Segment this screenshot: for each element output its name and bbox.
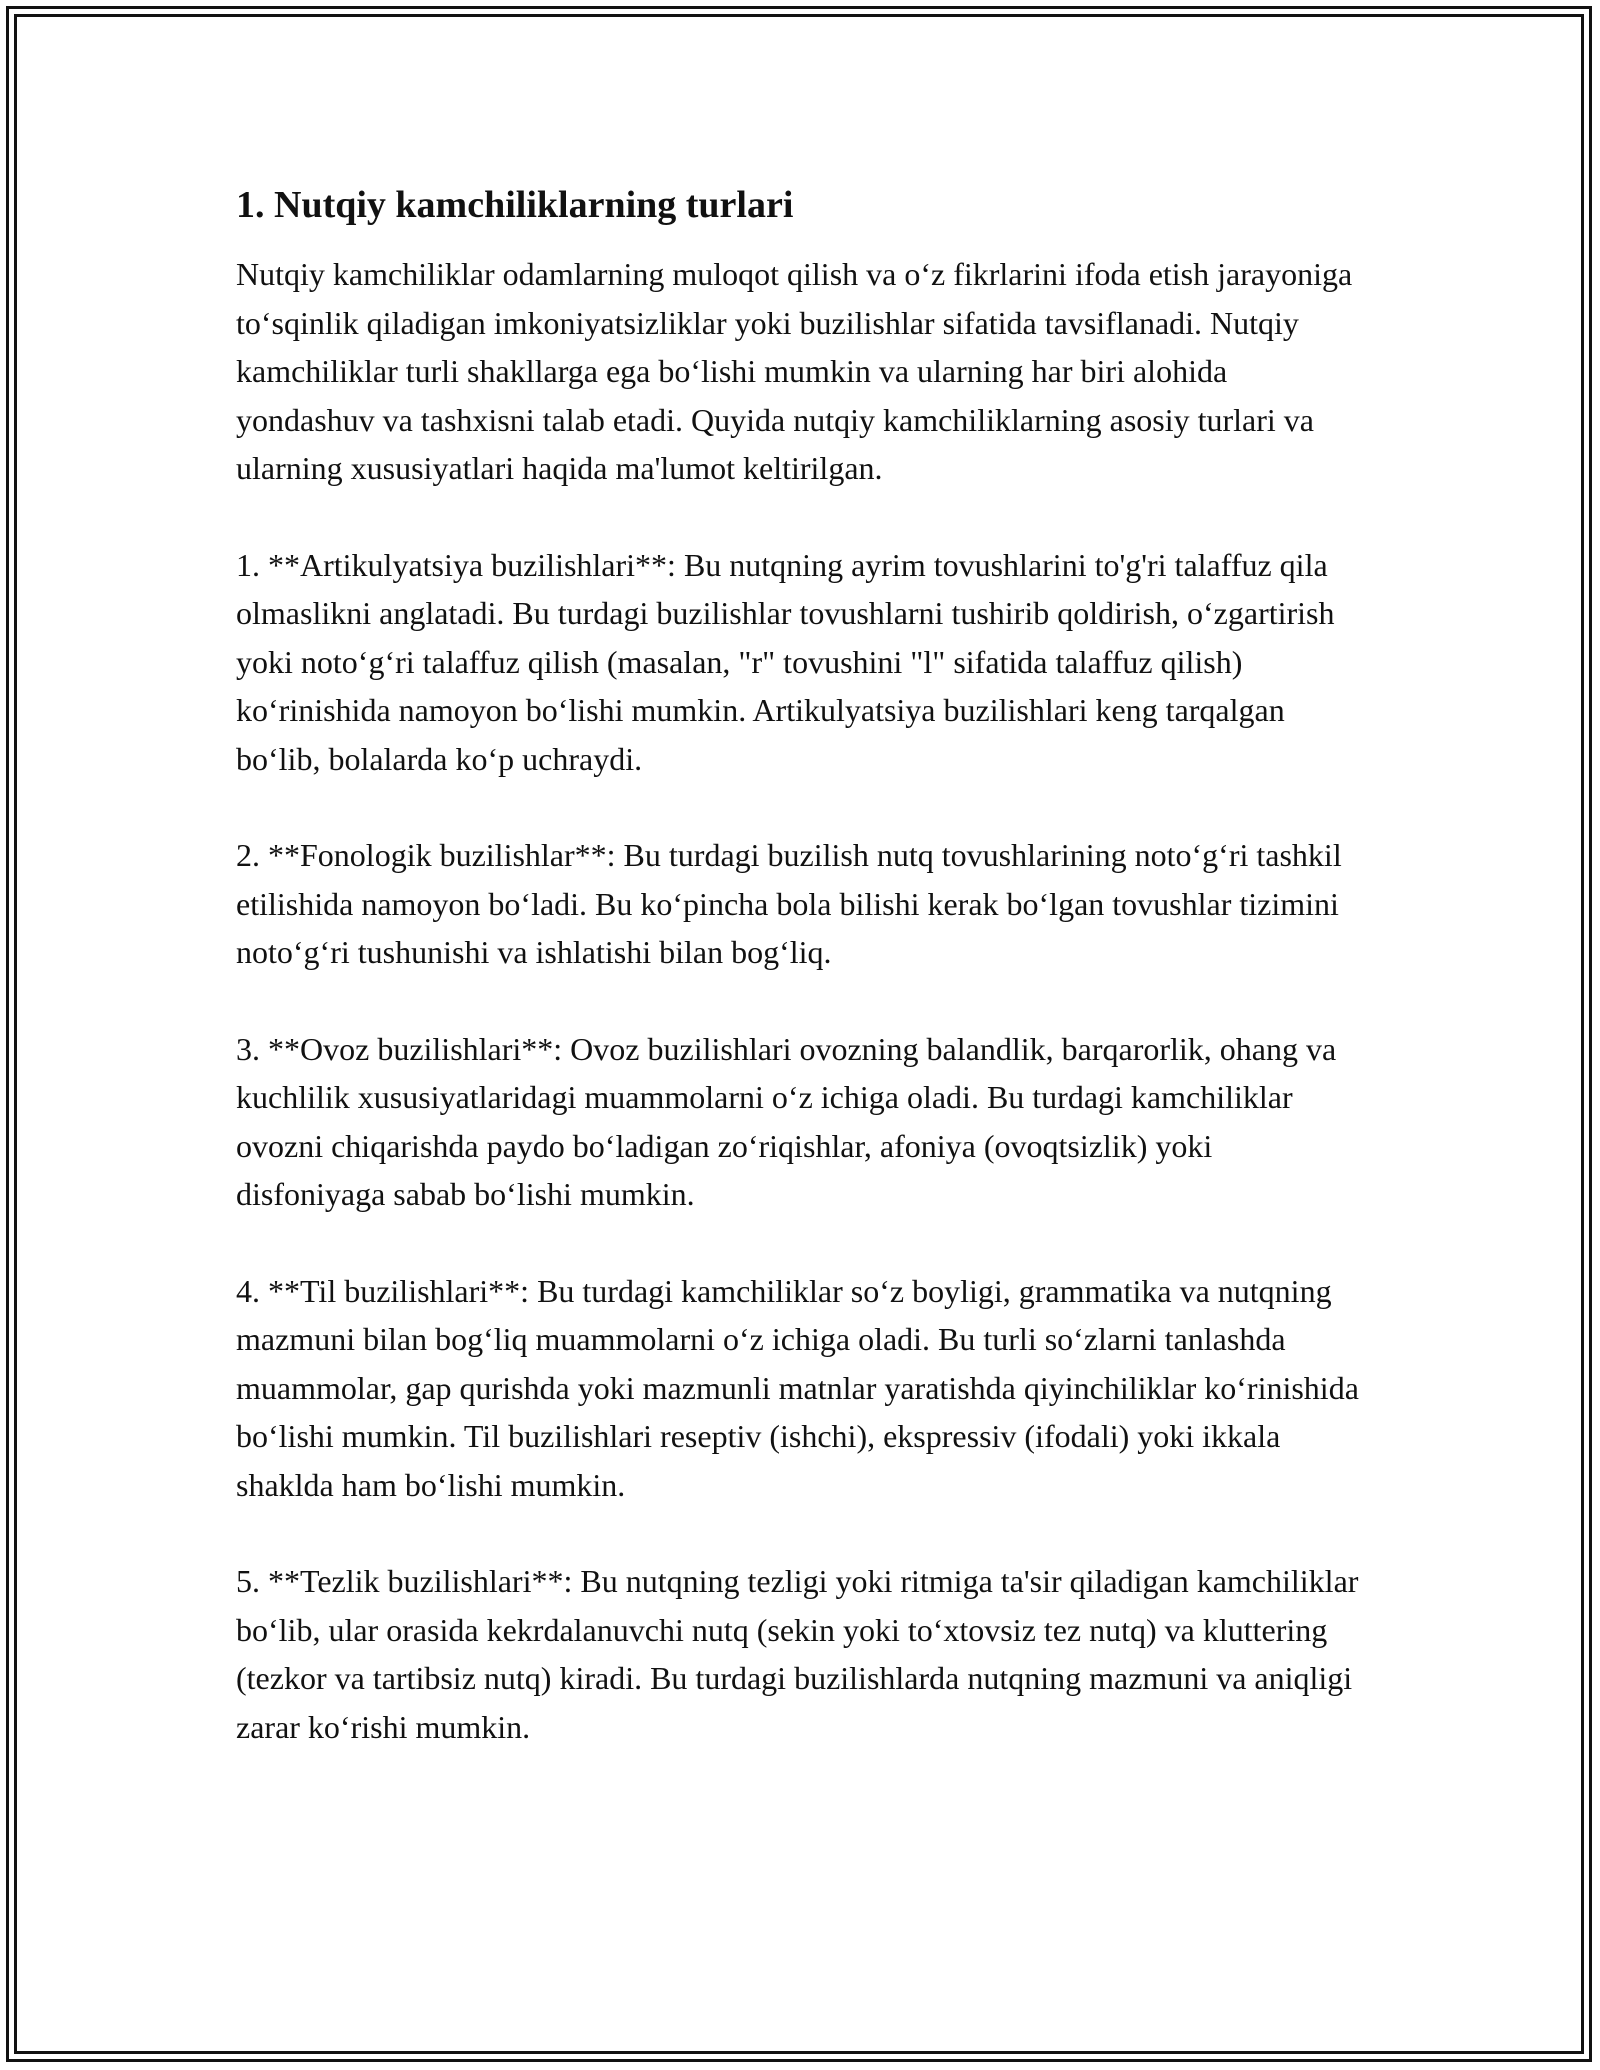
paragraph-articulation-disorders: 1. **Artikulyatsiya buzilishlari**: Bu nutqning ayrim tovushlarini to'g'ri talaffuz qila olmaslikni anglatadi. Bu turdagi buzilishlar tovushlarni tushirib qoldirish, o‘zgartirish yoki noto‘g‘ri talaffuz qilish (masalan, "r" tovushini "l" sifatida talaffuz qilish) ko‘rinishida namoyon bo‘lishi mumkin. Artikulyatsiya buzilishlari keng tarqalgan bo‘lib, bolalarda ko‘p uchraydi.: [236, 546, 1335, 777]
paragraph-language-disorders: 4. **Til buzilishlari**: Bu turdagi kamchiliklar so‘z boyligi, grammatika va nutqning mazmuni bilan bog‘liq muammolarni o‘z ichiga oladi. Bu turli so‘zlarni tanlashda muammolar, gap qurishda yoki mazmunli matnlar yaratishda qiyinchiliklar ko‘rinishida bo‘lishi mumkin. Til buzilishlari reseptiv (ishchi), ekspressiv (ifodali) yoki ikkala shaklda ham bo‘lishi mumkin.: [236, 1272, 1359, 1503]
document-body: [236, 180, 1366, 1799]
intro-paragraph: Nutqiy kamchiliklar odamlarning muloqot qilish va o‘z fikrlarini ifoda etish jarayoniga to‘sqinlik qiladigan imkoniyatsizliklar yoki buzilishlar sifatida tavsiflanadi. Nutqiy kamchiliklar turli shakllarga ega bo‘lishi mumkin va ularning har biri alohida yondashuv va tashxisni talab etadi. Quyida nutqiy kamchiliklarning asosiy turlari va ularning xususiyatlari haqida ma'lumot keltirilgan.: [236, 256, 1353, 486]
paragraph-fluency-disorders: 5. **Tezlik buzilishlari**: Bu nutqning tezligi yoki ritmiga ta'sir qiladigan kamchiliklar bo‘lib, ular orasida kekrdalanuvchi nutq (sekin yoki to‘xtovsiz tez nutq) va kluttering (tezkor va tartibsiz nutq) kiradi. Bu turdagi buzilishlarda nutqning mazmuni va aniqligi zarar ko‘rishi mumkin.: [236, 1563, 1359, 1745]
paragraph-voice-disorders: 3. **Ovoz buzilishlari**: Ovoz buzilishlari ovozning balandlik, barqarorlik, ohang va kuchlilik xususiyatlaridagi muammolarni o‘z ichiga oladi. Bu turdagi kamchiliklar ovozni chiqarishda paydo bo‘ladigan zo‘riqishlar, afoniya (ovoqtsizlik) yoki disfoniyaga sabab bo‘lishi mumkin.: [236, 1030, 1337, 1212]
paragraph-phonological-disorders: 2. **Fonologik buzilishlar**: Bu turdagi buzilish nutq tovushlarining noto‘g‘ri tashkil etilishida namoyon bo‘ladi. Bu ko‘pincha bola bilishi kerak bo‘lgan tovushlar tizimini noto‘g‘ri tushunishi va ishlatishi bilan bog‘liq.: [236, 837, 1342, 970]
section-heading: 1. Nutqiy kamchiliklarning turlari: [236, 184, 794, 226]
